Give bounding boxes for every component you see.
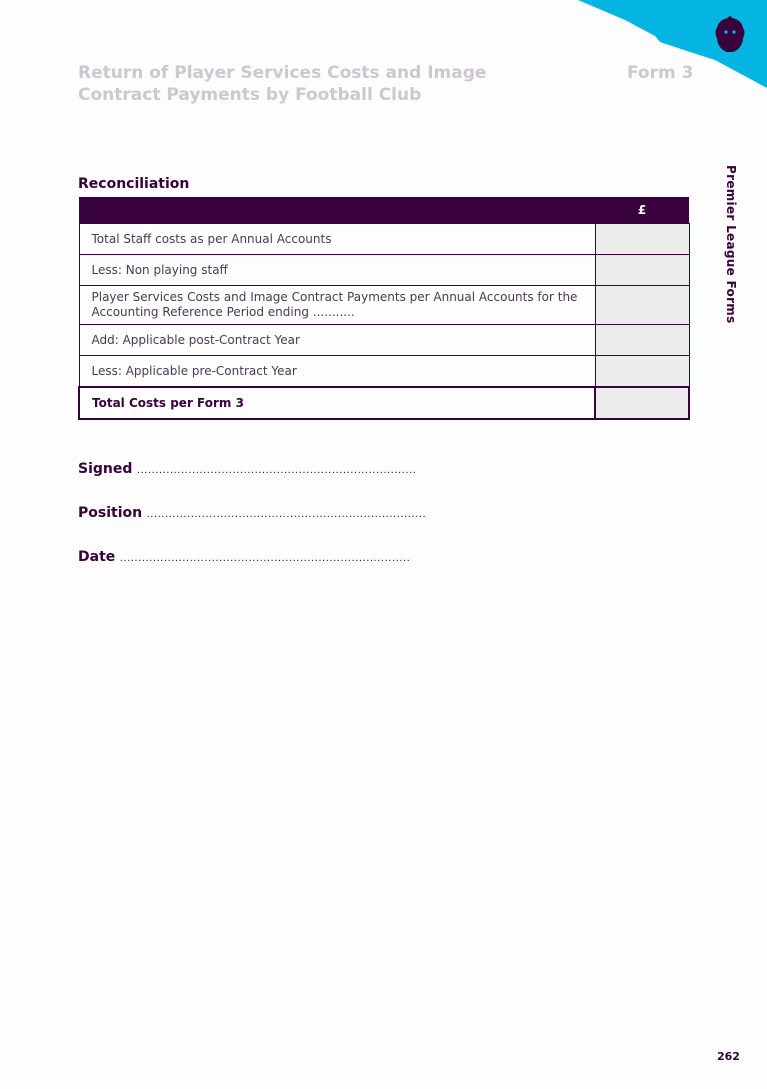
reconciliation-table (78, 197, 690, 420)
side-section-label: Premier League Forms (724, 165, 738, 324)
description-header-cell (79, 197, 595, 224)
date-label: Date (78, 549, 116, 565)
position-dotted-field[interactable]: ............................................................................ (146, 509, 427, 520)
premier-league-lion-logo (713, 16, 747, 54)
table-row (79, 255, 689, 286)
table-header-row (79, 197, 689, 224)
page-number: 262 (717, 1050, 740, 1063)
currency-header: £ (595, 197, 689, 224)
position-line (78, 505, 426, 521)
amount-field[interactable] (595, 356, 689, 388)
reconciliation-heading: Reconciliation (78, 176, 190, 192)
signed-line (78, 461, 416, 477)
amount-field[interactable] (595, 325, 689, 356)
total-label: Total Costs per Form 3 (79, 387, 595, 419)
date-line (78, 549, 410, 565)
signed-dotted-field[interactable]: ............................................................................ (136, 465, 417, 476)
date-dotted-field[interactable]: ............................................................................... (119, 553, 411, 564)
title-line-1: Return of Player Services Costs and Image (78, 63, 487, 83)
signed-label: Signed (78, 461, 133, 477)
row-label: Less: Non playing staff (79, 255, 595, 286)
amount-field[interactable] (595, 286, 689, 325)
total-row (79, 387, 689, 419)
total-amount-field[interactable] (595, 387, 689, 419)
page-title (78, 62, 598, 106)
title-line-2: Contract Payments by Football Club (78, 85, 422, 105)
row-label: Less: Applicable pre-Contract Year (79, 356, 595, 388)
row-label: Add: Applicable post-Contract Year (79, 325, 595, 356)
table-row (79, 286, 689, 325)
row-label: Total Staff costs as per Annual Accounts (79, 224, 595, 255)
table-row (79, 325, 689, 356)
table-row (79, 356, 689, 388)
position-label: Position (78, 505, 143, 521)
amount-field[interactable] (595, 224, 689, 255)
table-row (79, 224, 689, 255)
form-number: Form 3 (627, 63, 694, 83)
row-label: Player Services Costs and Image Contract Payments per Annual Accounts for the Accounting Reference Period ending ........... (79, 286, 595, 325)
amount-field[interactable] (595, 255, 689, 286)
